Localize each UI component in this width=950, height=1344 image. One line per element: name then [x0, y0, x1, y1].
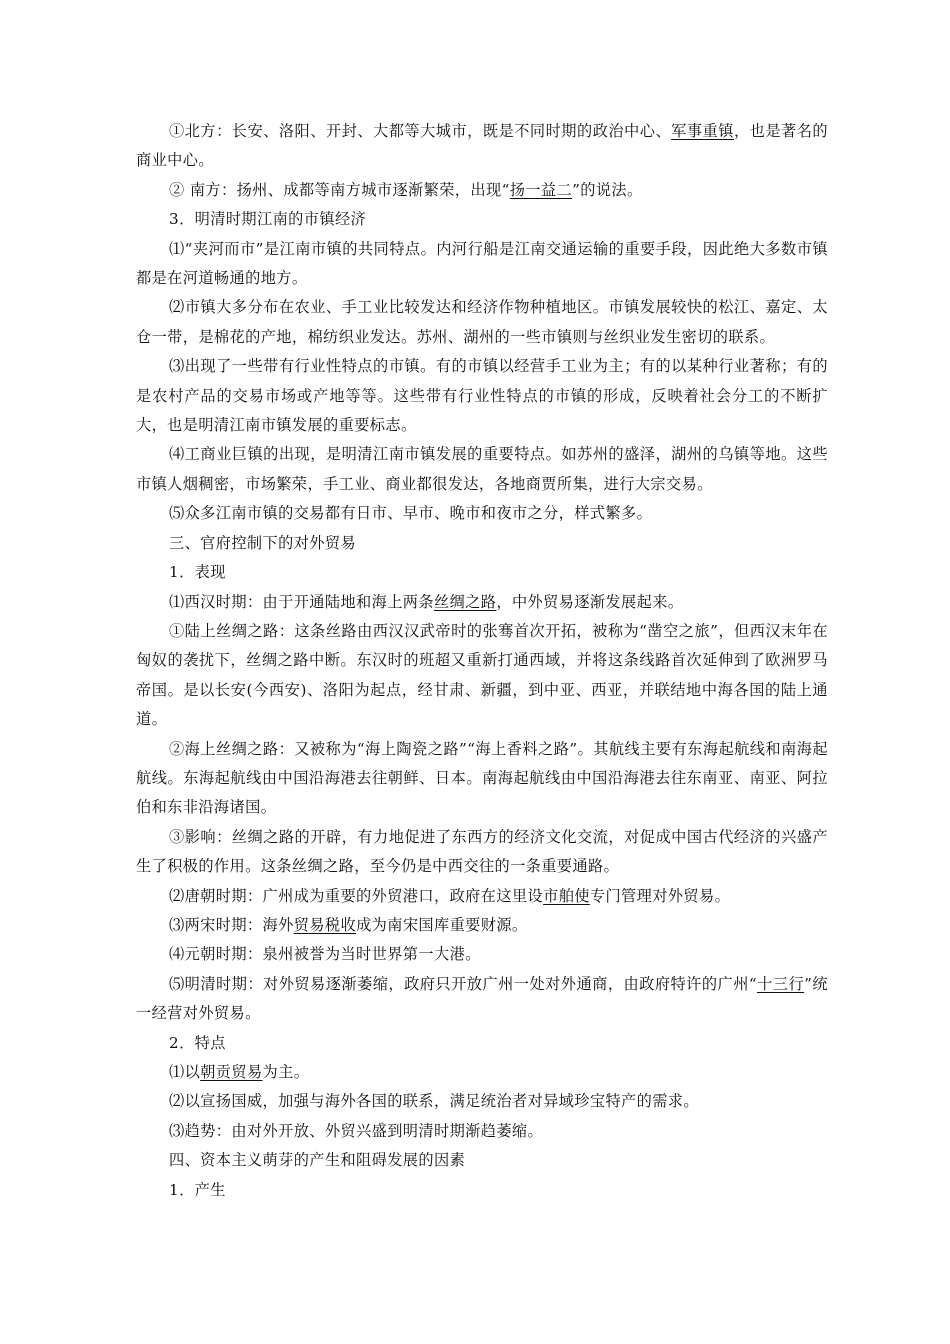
paragraph-text: ⑶出现了一些带有行业性特点的市镇。有的市镇以经营手工业为主；有的以某种行业著称；有的是农村产品的交易市场或产地等等。这些带有行业性特点的市镇的形成，反映着社会分工的不断扩大，也是明清江南市镇发展的重要标志。 — [136, 357, 828, 435]
paragraph — [136, 440, 828, 499]
paragraph-south-cities — [136, 176, 828, 205]
paragraph-text: ”统一经营对外贸易。 — [136, 974, 828, 1023]
section-heading — [136, 205, 828, 234]
paragraph-text: 专门管理对外贸易。 — [589, 886, 731, 905]
paragraph-text: ⑶两宋时期：海外 — [169, 915, 294, 934]
paragraph-text: ③影响：丝绸之路的开辟，有力地促进了东西方的经济文化交流，对促成中国古代经济的兴盛产生了积极的作用。这条丝绸之路，至今仍是中西交往的一条重要通路。 — [136, 827, 828, 876]
paragraph — [136, 940, 828, 969]
paragraph — [136, 235, 828, 294]
underlined-term: 扬一益二 — [509, 180, 573, 199]
paragraph-text: ⑶趋势：由对外开放、外贸兴盛到明清时期渐趋萎缩。 — [169, 1121, 544, 1140]
paragraph-text: 2．特点 — [169, 1033, 226, 1052]
paragraph-text: ⑸明清时期：对外贸易逐渐萎缩，政府只开放广州一处对外通商，由政府特许的广州“ — [169, 974, 758, 993]
paragraph-text: ⑷工商业巨镇的出现，是明清江南市镇发展的重要特点。如苏州的盛泽，湖州的乌镇等地。这些市镇人烟稠密，市场繁荣，手工业、商业都很发达，各地商贾所集，进行大宗交易。 — [136, 445, 828, 493]
document-body — [136, 117, 828, 1205]
subsection-heading — [136, 558, 828, 587]
subsection-heading — [136, 1029, 828, 1058]
paragraph-text: ⑵唐朝时期：广州成为重要的外贸港口，政府在这里设 — [169, 886, 544, 905]
paragraph-text: ，也是著名的商业中心。 — [136, 122, 828, 170]
paragraph-text: ⑷元朝时期：泉州被誉为当时世界第一大港。 — [169, 945, 481, 964]
paragraph — [136, 970, 828, 1029]
subsection-heading — [136, 1176, 828, 1205]
paragraph-text: ⑴西汉时期：由于开通陆地和海上两条 — [169, 592, 434, 611]
paragraph-text: 为主。 — [262, 1063, 310, 1081]
paragraph-text: ⑵市镇大多分布在农业、手工业比较发达和经济作物种植地区。市镇发展较快的松江、嘉定、太仓一带，是棉花的产地，棉纺织业发达。苏州、湖州的一些市镇则与丝织业发生密切的联系。 — [136, 298, 828, 346]
paragraph-text: ②海上丝绸之路：又被称为“海上陶瓷之路”“海上香料之路”。其航线主要有东海起航线和南海起航线。东海起航线由中国沿海港去往朝鲜、日本。南海起航线由中国沿海港去往东南亚、南亚、阿拉伯和东非沿海诸国。 — [136, 739, 828, 817]
underlined-term: 十三行 — [757, 974, 805, 993]
paragraph — [136, 911, 828, 940]
paragraph — [136, 499, 828, 528]
paragraph-text: ①陆上丝绸之路：这条丝路由西汉汉武帝时的张骞首次开拓，被称为“凿空之旅”，但西汉末年在匈奴的袭扰下，丝绸之路中断。东汉时的班超又重新打通西域，并将这条线路首次延伸到了欧洲罗马帝国。是以长安(今西安)、洛阳为起点，经甘肃、新疆，到中亚、西亚，并联结地中海各国的陆上通道。 — [136, 621, 828, 729]
paragraph — [136, 823, 828, 882]
underlined-term: 贸易税收 — [293, 915, 357, 934]
paragraph-text: ，中外贸易逐渐发展起来。 — [496, 592, 684, 611]
paragraph-text: 3．明清时期江南的市镇经济 — [169, 210, 367, 229]
underlined-term: 朝贡贸易 — [200, 1063, 263, 1081]
section-heading — [136, 529, 828, 558]
paragraph — [136, 882, 828, 911]
paragraph — [136, 735, 828, 823]
paragraph-text: 1．表现 — [169, 563, 226, 582]
paragraph — [136, 1058, 828, 1087]
underlined-term: 市舶使 — [543, 886, 590, 905]
paragraph-text: 成为南宋国库重要财源。 — [356, 915, 528, 934]
paragraph — [136, 1117, 828, 1146]
paragraph-text: 四、资本主义萌芽的产生和阻碍发展的因素 — [169, 1151, 466, 1170]
paragraph-text: ①北方：长安、洛阳、开封、大都等大城市，既是不同时期的政治中心、 — [169, 122, 672, 140]
paragraph-text: ⑴以 — [169, 1063, 201, 1081]
paragraph-text: 三、官府控制下的对外贸易 — [169, 533, 357, 552]
paragraph-north-cities — [136, 117, 828, 176]
paragraph-text: ⑸众多江南市镇的交易都有日市、早市、晚市和夜市之分，样式繁多。 — [169, 504, 653, 523]
paragraph-text: ② 南方：扬州、成都等南方城市逐渐繁荣，出现“ — [169, 180, 510, 199]
paragraph-text: ⑵以宣扬国威，加强与海外各国的联系，满足统治者对异域珍宝特产的需求。 — [169, 1092, 699, 1111]
paragraph — [136, 1087, 828, 1116]
paragraph-text: 1．产生 — [169, 1180, 226, 1199]
paragraph-text: ”的说法。 — [572, 180, 643, 199]
section-heading — [136, 1146, 828, 1175]
underlined-term: 丝绸之路 — [434, 592, 497, 611]
underlined-term: 军事重镇 — [671, 122, 734, 140]
paragraph — [136, 588, 828, 617]
paragraph — [136, 352, 828, 440]
paragraph — [136, 617, 828, 735]
paragraph-text: ⑴“夹河而市”是江南市镇的共同特点。内河行船是江南交通运输的重要手段，因此绝大多数市镇都是在河道畅通的地方。 — [136, 239, 828, 288]
paragraph — [136, 293, 828, 352]
